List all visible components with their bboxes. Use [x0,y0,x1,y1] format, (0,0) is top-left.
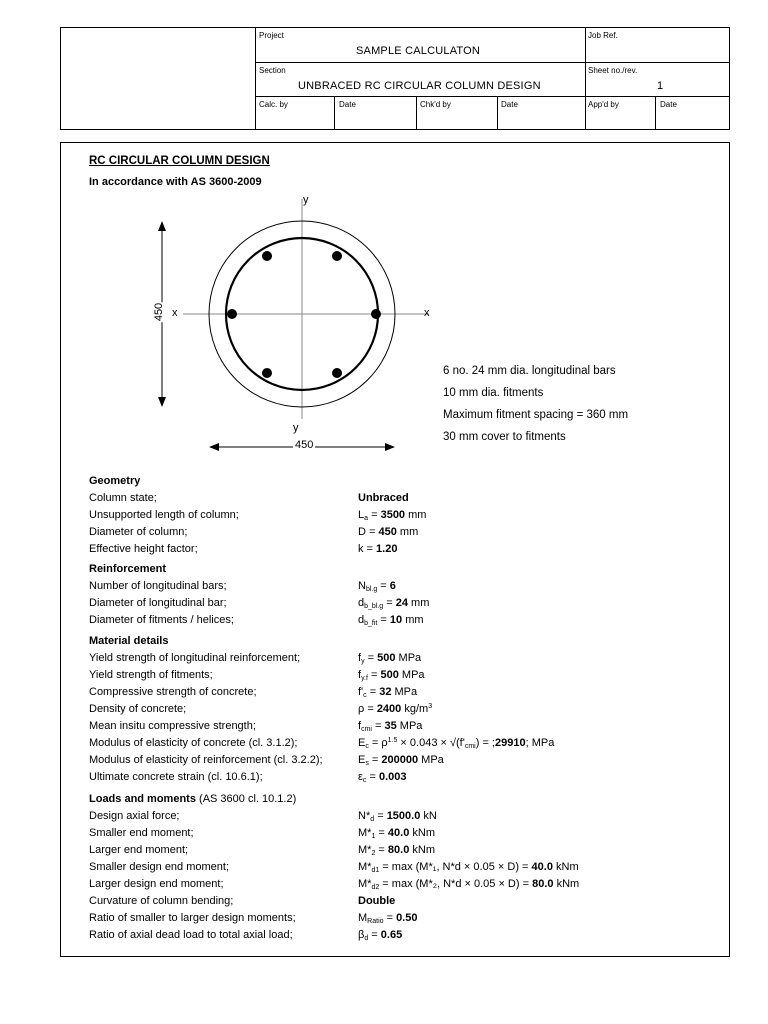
jobref-label: Job Ref. [588,31,618,40]
project-value: SAMPLE CALCULATON [356,45,481,57]
row-label: Density of concrete; [89,703,187,715]
divider [334,96,335,129]
row-label: Number of longitudinal bars; [89,580,227,592]
row-label: Modulus of elasticity of concrete (cl. 3.1.2); [89,737,298,749]
sheet-label: Sheet no./rev. [588,66,638,75]
section-heading-material: Material details [89,635,169,647]
section-heading-reinforcement: Reinforcement [89,563,167,575]
divider [655,96,656,129]
row-label: Ultimate concrete strain (cl. 10.6.1); [89,771,263,783]
row-label: Design axial force; [89,810,180,822]
rebar [262,368,272,378]
column-section-diagram [61,183,731,513]
diagram-caption: 30 mm cover to fitments [443,431,566,443]
arrow-left-icon [209,443,219,451]
diagram-caption: Maximum fitment spacing = 360 mm [443,409,629,421]
divider [255,62,729,63]
row-value: $M*_{d1} = \max (M*_1$, N*d × 0.05 × D) = 40.0 kNm [358,861,579,874]
divider [497,96,498,129]
arrow-right-icon [385,443,395,451]
section-heading-geometry: Geometry [89,475,141,487]
row-label: Unsupported length of column; [89,509,239,521]
row-value: $d_{b\_fit} = 10$ mm [358,614,424,627]
row-value: $\beta_d = 0.65$ [358,929,403,942]
row-label: Larger end moment; [89,844,189,856]
sheet-value: 1 [657,80,664,92]
row-label: Diameter of column; [89,526,188,538]
row-value: $d_{b\_bl.g} = 24$ mm [358,597,430,610]
chkd-by-label: Chk'd by [420,100,451,109]
dimension-horizontal-label: 450 [295,439,314,451]
row-value: D = 450 mm [358,526,419,538]
section-heading-loads: Loads and moments (AS 3600 cl. 10.1.2) [89,793,297,805]
row-value: $f_{y.f} = 500$ MPa [358,669,425,682]
row-value: $E_c = \rho^{1.5} \times 0.043 \times √(f'_{cmi})$ = ;29910; MPa [358,737,555,750]
rebar [371,309,381,319]
row-label: Diameter of longitudinal bar; [89,597,227,609]
doc-subtitle: In accordance with AS 3600-2009 [89,176,262,188]
row-value: $M_{Ratio} = 0.50$ [358,912,418,925]
row-label: Yield strength of longitudinal reinforcement; [89,652,301,664]
row-label: Ratio of smaller to larger design moments; [89,912,296,924]
axis-label-y-bottom: y [293,422,299,434]
date-label: Date [660,100,677,109]
row-label: Column state; [89,492,157,504]
doc-title: RC CIRCULAR COLUMN DESIGN [89,155,270,167]
row-label: Curvature of column bending; [89,895,234,907]
calculation-sheet [60,142,730,957]
rebar [332,368,342,378]
row-label: Larger design end moment; [89,878,224,890]
axis-label-x-right: x [424,307,430,319]
row-value: $M*_1 = 40.0$ kNm [358,827,435,840]
row-value: $f_y = 500$ MPa [358,652,422,665]
rebar [227,309,237,319]
row-label: Ratio of axial dead load to total axial load; [89,929,293,941]
row-value: $N_{bl.g} = 6$ [358,580,396,593]
row-value: $N*_d = 1500.0$ kN [358,810,437,823]
divider [416,96,417,129]
row-label: Yield strength of fitments; [89,669,213,681]
arrow-down-icon [158,397,166,407]
row-value: $f'_c = 32$ MPa [358,686,418,699]
date-label: Date [501,100,518,109]
row-value: $M*_{d2} = \max (M*_2$, N*d × 0.05 × D) = 80.0 kNm [358,878,580,891]
row-label: Smaller design end moment; [89,861,230,873]
row-value: $\varepsilon_c = 0.003$ [358,771,407,784]
row-label: Mean insitu compressive strength; [89,720,256,732]
divider [585,28,586,129]
title-block [60,27,730,130]
row-value: $f_{cmi} = 35$ MPa [358,720,423,733]
date-label: Date [339,100,356,109]
divider [255,96,729,97]
calc-by-label: Calc. by [259,100,288,109]
row-label: Smaller end moment; [89,827,194,839]
row-value: Double [358,895,396,907]
project-label: Project [259,31,284,40]
row-value: Unbraced [358,492,409,504]
row-value: $E_s = 200000$ MPa [358,754,444,767]
diagram-caption: 10 mm dia. fitments [443,387,544,399]
divider [255,28,256,129]
row-label: Modulus of elasticity of reinforcement (cl. 3.2.2); [89,754,323,766]
row-label: Compressive strength of concrete; [89,686,257,698]
row-value: ρ = 2400 $kg/m^3$ [358,703,433,715]
row-value: k = 1.20 [358,543,398,555]
axis-label-x-left: x [172,307,178,319]
row-label: Diameter of fitments / helices; [89,614,234,626]
dimension-vertical-label: 450 [153,302,166,322]
rebar [262,251,272,261]
appd-by-label: App'd by [588,100,619,109]
section-value: UNBRACED RC CIRCULAR COLUMN DESIGN [298,80,541,92]
section-label: Section [259,66,286,75]
diagram-caption: 6 no. 24 mm dia. longitudinal bars [443,365,616,377]
rebar [332,251,342,261]
axis-label-y-top: y [303,194,309,206]
row-value: $L_a = 3500$ mm [358,509,427,522]
arrow-up-icon [158,221,166,231]
row-label: Effective height factor; [89,543,198,555]
row-value: $M*_2 = 80.0$ kNm [358,844,435,857]
